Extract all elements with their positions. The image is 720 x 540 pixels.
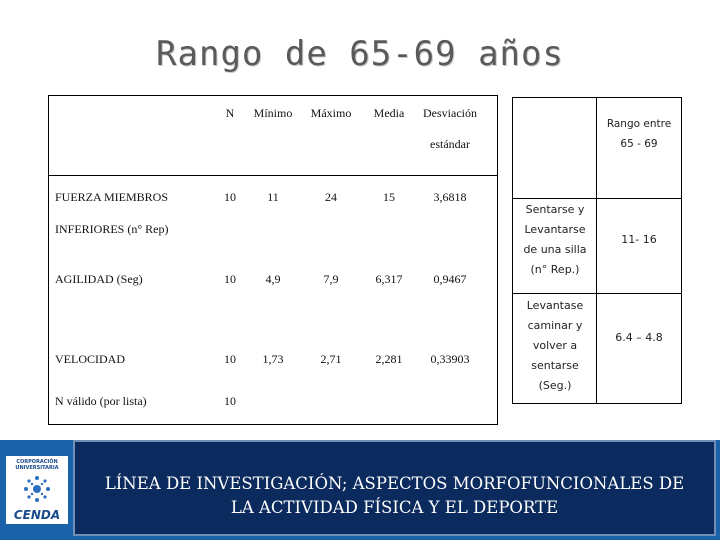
table-header-rule xyxy=(49,175,497,176)
header-estandar: estándar xyxy=(430,137,470,151)
logo-name: CENDA xyxy=(13,508,61,522)
logo-caption xyxy=(6,459,68,471)
test-label-line: (Seg.) xyxy=(538,379,572,392)
cenda-logo xyxy=(6,456,68,524)
header-media: Media xyxy=(373,106,405,120)
range-box-rule xyxy=(513,293,681,294)
footer-title-line: LÍNEA DE INVESTIGACIÓN; ASPECTOS MORFOFUNCIONALES DE xyxy=(104,474,685,493)
cell-min: 1,73 xyxy=(262,352,284,366)
cell-sd: 3,6818 xyxy=(433,190,467,204)
row-label: VELOCIDAD xyxy=(55,352,125,366)
row-label: AGILIDAD (Seg) xyxy=(55,272,143,286)
logo-sunburst-icon xyxy=(22,473,52,505)
footer-title xyxy=(75,472,714,520)
range-box xyxy=(512,97,682,404)
test-label-line: caminar y xyxy=(527,319,583,332)
test-label-up-and-go xyxy=(513,296,597,396)
test-label-line: (n° Rep.) xyxy=(530,263,580,276)
cell-n: 10 xyxy=(224,190,236,204)
test-label-line: volver a xyxy=(532,339,578,352)
cell-min: 4,9 xyxy=(265,272,281,286)
test-label-line: de una silla xyxy=(523,243,587,256)
test-label-line: Levantarse xyxy=(524,223,586,236)
footer-banner xyxy=(0,440,720,540)
range-header xyxy=(597,114,681,154)
range-header-line: 65 - 69 xyxy=(620,138,658,150)
range-header-line: Rango entre xyxy=(606,118,672,130)
row-label: FUERZA MIEMBROS xyxy=(55,190,169,204)
test-label-sit-stand xyxy=(513,200,597,280)
logo-caption-line: CORPORACIÓN xyxy=(16,459,58,465)
cell-n: 10 xyxy=(224,394,236,408)
test-label-line: sentarse xyxy=(531,359,579,372)
cell-mean: 2,281 xyxy=(375,352,403,366)
table-bottom-rule xyxy=(49,424,497,425)
header-maximo: Máximo xyxy=(310,106,352,120)
stats-table xyxy=(48,95,498,425)
table-top-rule xyxy=(49,95,497,96)
cell-max: 7,9 xyxy=(323,272,339,286)
slide-title: Rango de 65-69 años xyxy=(156,34,564,74)
row-label: N válido (por lista) xyxy=(55,394,147,408)
header-minimo: Mínimo xyxy=(253,106,293,120)
footer-title-line: LA ACTIVIDAD FÍSICA Y EL DEPORTE xyxy=(230,498,559,517)
cell-max: 24 xyxy=(325,190,337,204)
test-label-line: Levantase xyxy=(526,299,584,312)
cell-max: 2,71 xyxy=(320,352,342,366)
logo-caption-line: UNIVERSITARIA xyxy=(15,465,59,471)
cell-sd: 0,9467 xyxy=(433,272,467,286)
range-value: 6.4 – 4.8 xyxy=(615,331,663,344)
range-value: 11- 16 xyxy=(621,233,657,246)
cell-mean: 15 xyxy=(383,190,395,204)
cell-n: 10 xyxy=(224,352,236,366)
cell-n: 10 xyxy=(224,272,236,286)
row-label-continued: INFERIORES (n° Rep) xyxy=(55,222,169,236)
header-desviacion: Desviación xyxy=(423,106,477,120)
cell-min: 11 xyxy=(267,190,279,204)
footer-title-panel xyxy=(73,440,716,536)
test-label-line: Sentarse y xyxy=(525,203,585,216)
cell-mean: 6,317 xyxy=(375,272,403,286)
cell-sd: 0,33903 xyxy=(430,352,470,366)
range-box-rule xyxy=(513,198,681,199)
header-n: N xyxy=(225,106,235,120)
